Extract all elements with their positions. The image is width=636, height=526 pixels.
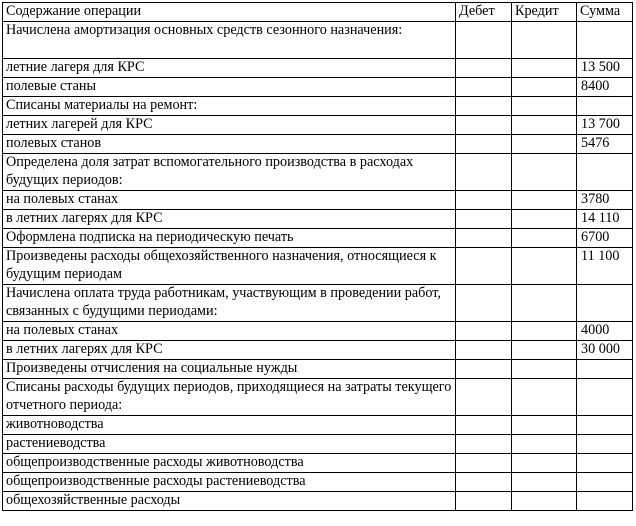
header-credit: Кредит — [512, 3, 577, 22]
sum-cell — [577, 154, 633, 191]
operation-cell: Произведены расходы общехозяйственного назначения, относящиеся к будущим периодам — [3, 248, 456, 285]
credit-cell — [512, 322, 577, 341]
operation-cell: Определена доля затрат вспомогательного производства в расходах будущих периодов: — [3, 154, 456, 191]
header-debit: Дебет — [456, 3, 512, 22]
credit-cell — [512, 360, 577, 379]
credit-cell — [512, 379, 577, 416]
table-row — [3, 435, 633, 454]
header-operation: Содержание операции — [3, 3, 456, 22]
debit-cell — [456, 416, 512, 435]
table-row — [3, 97, 633, 116]
credit-cell — [512, 435, 577, 454]
sum-cell — [577, 97, 633, 116]
credit-cell — [512, 341, 577, 360]
table-row — [3, 416, 633, 435]
sum-cell — [577, 435, 633, 454]
operation-cell: летние лагеря для КРС — [3, 59, 456, 78]
operation-cell: летних лагерей для КРС — [3, 116, 456, 135]
operation-cell: Начислена оплата труда работникам, участвующим в проведении работ, связанных с будущими периодами: — [3, 285, 456, 322]
debit-cell — [456, 285, 512, 322]
debit-cell — [456, 191, 512, 210]
table-row — [3, 116, 633, 135]
operation-cell: общехозяйственные расходы — [3, 492, 456, 511]
operation-cell: в летних лагерях для КРС — [3, 210, 456, 229]
credit-cell — [512, 154, 577, 191]
table-row — [3, 248, 633, 285]
table-row — [3, 379, 633, 416]
credit-cell — [512, 191, 577, 210]
credit-cell — [512, 416, 577, 435]
operations-body — [3, 22, 633, 511]
debit-cell — [456, 116, 512, 135]
header-row — [3, 3, 633, 22]
operation-cell: животноводства — [3, 416, 456, 435]
table-row — [3, 78, 633, 97]
sum-cell — [577, 360, 633, 379]
operation-cell: Произведены отчисления на социальные нужды — [3, 360, 456, 379]
credit-cell — [512, 285, 577, 322]
operation-cell: растениеводства — [3, 435, 456, 454]
sum-cell — [577, 473, 633, 492]
debit-cell — [456, 341, 512, 360]
sum-cell — [577, 454, 633, 473]
table-row — [3, 454, 633, 473]
debit-cell — [456, 78, 512, 97]
sum-cell — [577, 492, 633, 511]
table-row — [3, 341, 633, 360]
sum-cell — [577, 285, 633, 322]
sum-cell — [577, 379, 633, 416]
credit-cell — [512, 116, 577, 135]
credit-cell — [512, 22, 577, 59]
sum-cell: 11 100 — [577, 248, 633, 285]
credit-cell — [512, 97, 577, 116]
sum-cell: 13 700 — [577, 116, 633, 135]
sum-cell: 14 110 — [577, 210, 633, 229]
table-row — [3, 191, 633, 210]
credit-cell — [512, 229, 577, 248]
debit-cell — [456, 97, 512, 116]
credit-cell — [512, 248, 577, 285]
operation-cell: на полевых станах — [3, 322, 456, 341]
operations-table — [2, 2, 633, 511]
operation-cell: в летних лагерях для КРС — [3, 341, 456, 360]
operation-cell: на полевых станах — [3, 191, 456, 210]
credit-cell — [512, 454, 577, 473]
operation-cell: общепроизводственные расходы растениеводства — [3, 473, 456, 492]
credit-cell — [512, 78, 577, 97]
header-sum: Сумма — [577, 3, 633, 22]
debit-cell — [456, 135, 512, 154]
table-row — [3, 229, 633, 248]
operation-cell: Начислена амортизация основных средств сезонного назначения: — [3, 22, 456, 59]
operation-cell: общепроизводственные расходы животноводства — [3, 454, 456, 473]
debit-cell — [456, 322, 512, 341]
sum-cell: 30 000 — [577, 341, 633, 360]
credit-cell — [512, 210, 577, 229]
debit-cell — [456, 473, 512, 492]
debit-cell — [456, 454, 512, 473]
table-row — [3, 492, 633, 511]
operation-cell: полевые станы — [3, 78, 456, 97]
sum-cell — [577, 22, 633, 59]
debit-cell — [456, 154, 512, 191]
table-row — [3, 360, 633, 379]
operation-cell: Списаны материалы на ремонт: — [3, 97, 456, 116]
sum-cell: 6700 — [577, 229, 633, 248]
credit-cell — [512, 59, 577, 78]
table-row — [3, 210, 633, 229]
debit-cell — [456, 210, 512, 229]
table-row — [3, 154, 633, 191]
debit-cell — [456, 22, 512, 59]
sum-cell: 13 500 — [577, 59, 633, 78]
sum-cell — [577, 416, 633, 435]
debit-cell — [456, 492, 512, 511]
debit-cell — [456, 248, 512, 285]
credit-cell — [512, 135, 577, 154]
table-row — [3, 22, 633, 59]
debit-cell — [456, 435, 512, 454]
operation-cell: Списаны расходы будущих периодов, приходящиеся на затраты текущего отчетного периода: — [3, 379, 456, 416]
operation-cell: Оформлена подписка на периодическую печать — [3, 229, 456, 248]
table-row — [3, 135, 633, 154]
debit-cell — [456, 229, 512, 248]
debit-cell — [456, 360, 512, 379]
sum-cell: 8400 — [577, 78, 633, 97]
debit-cell — [456, 59, 512, 78]
sum-cell: 3780 — [577, 191, 633, 210]
table-row — [3, 473, 633, 492]
operation-cell: полевых станов — [3, 135, 456, 154]
debit-cell — [456, 379, 512, 416]
credit-cell — [512, 492, 577, 511]
table-row — [3, 59, 633, 78]
credit-cell — [512, 473, 577, 492]
sum-cell: 4000 — [577, 322, 633, 341]
sum-cell: 5476 — [577, 135, 633, 154]
table-row — [3, 322, 633, 341]
table-row — [3, 285, 633, 322]
